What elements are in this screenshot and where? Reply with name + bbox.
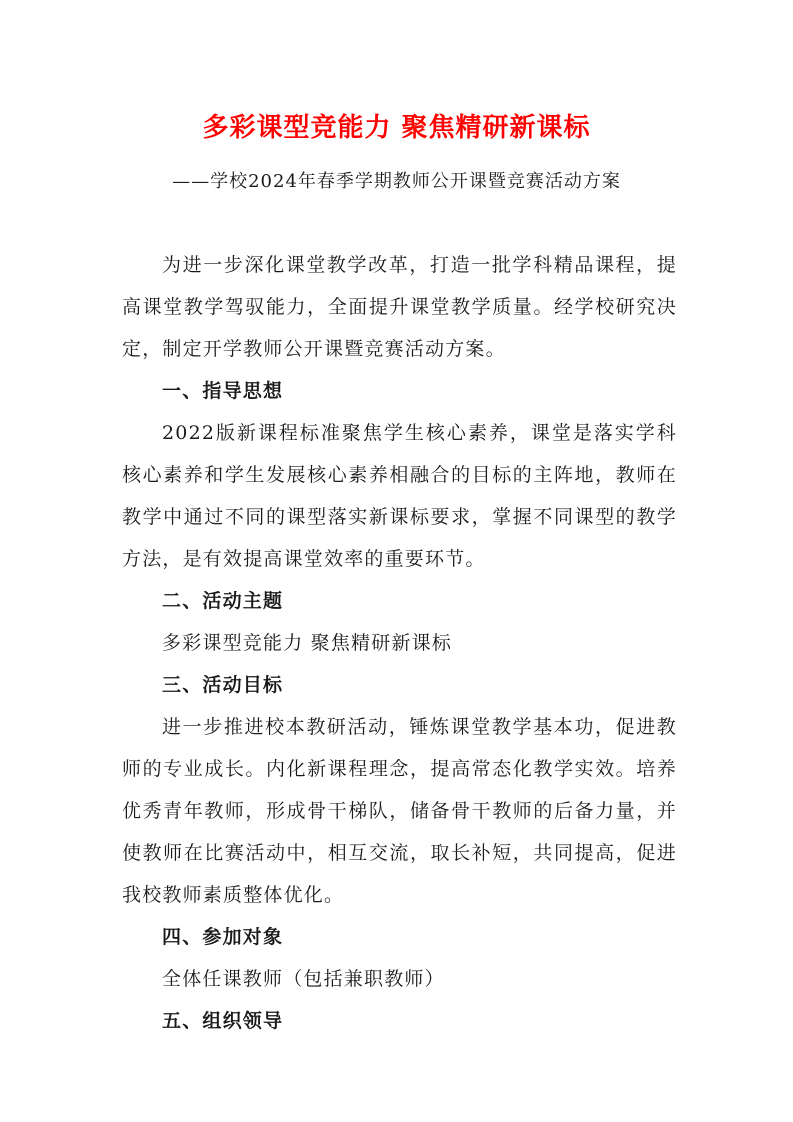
document-title: 多彩课型竞能力 聚焦精研新课标 [202, 113, 591, 143]
section-heading-guiding-ideology: 一、指导思想 [162, 380, 284, 402]
section-text-participants: 全体任课教师（包括兼职教师） [162, 968, 445, 990]
section-heading-activity-goals: 三、活动目标 [162, 674, 284, 696]
section-heading-activity-theme: 二、活动主题 [162, 590, 284, 612]
section-heading-organization: 五、组织领导 [162, 1010, 284, 1032]
section-text-activity-goals: 进一步推进校本教研活动，锤炼课堂教学基本功，促进教师的专业成长。内化新课程理念，提高常态化教学实效。培养优秀青年教师，形成骨干梯队，储备骨干教师的后备力量，并使教师在比赛活动中，相互交流，取长补短，共同提高，促进我校教师素质整体优化。 [122, 716, 677, 906]
intro-paragraph: 为进一步深化课堂教学改革，打造一批学科精品课程，提高课堂教学驾驭能力，全面提升课堂教学质量。经学校研究决定，制定开学教师公开课暨竞赛活动方案。 [122, 254, 677, 360]
section-text-guiding-ideology: 2022版新课程标准聚焦学生核心素养，课堂是落实学科核心素养和学生发展核心素养相融合的目标的主阵地，教师在教学中通过不同的课型落实新课标要求，掌握不同课型的教学方法，是有效提高课堂效率的重要环节。 [122, 422, 677, 570]
section-heading-participants: 四、参加对象 [162, 926, 284, 948]
document-subtitle: ——学校2024年春季学期教师公开课暨竞赛活动方案 [172, 171, 621, 192]
document-body [122, 244, 677, 1042]
section-text-activity-theme: 多彩课型竞能力 聚焦精研新课标 [162, 632, 453, 654]
